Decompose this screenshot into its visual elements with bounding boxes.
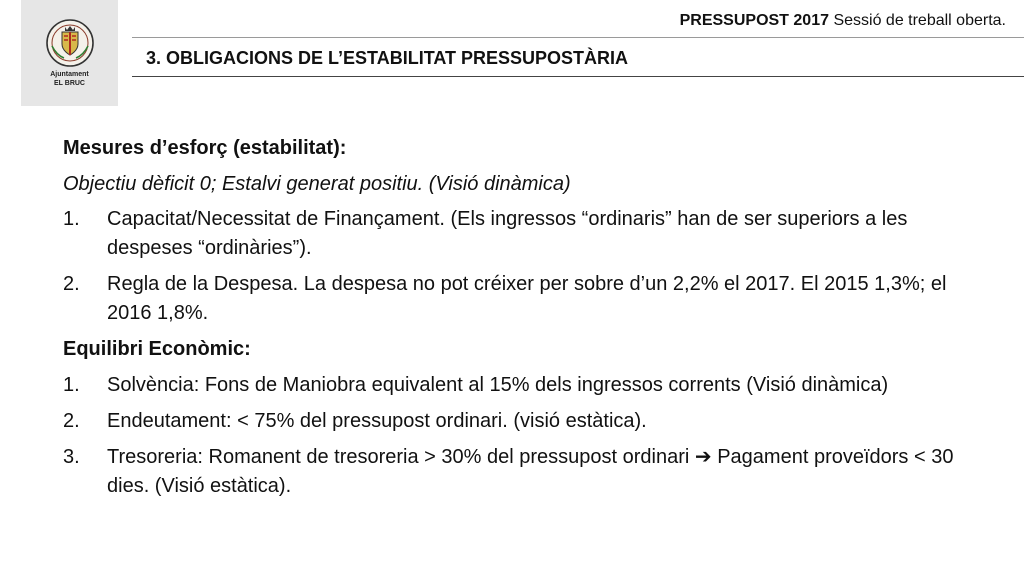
objective-line: Objectiu dèficit 0; Estalvi generat positiu. (Visió dinàmica) bbox=[63, 173, 571, 195]
list-number: 2. bbox=[63, 410, 80, 432]
list-text bbox=[107, 443, 993, 501]
header-title-rest: Sessió de treball oberta. bbox=[829, 12, 1006, 29]
presentation-header bbox=[680, 12, 1006, 30]
section-divider bbox=[132, 76, 1024, 77]
section-title: 3. OBLIGACIONS DE L’ESTABILITAT PRESSUPOSTÀRIA bbox=[146, 48, 629, 68]
list-item bbox=[63, 407, 993, 436]
list-item bbox=[63, 443, 993, 501]
logo-label-town: EL BRUC bbox=[54, 80, 85, 87]
treasury-text-after: Pagament proveïdors < 30 dies. (Visió estàtica). bbox=[107, 446, 954, 497]
header-title-bold: PRESSUPOST 2017 bbox=[679, 12, 829, 29]
list-text: Solvència: Fons de Maniobra equivalent al 15% dels ingressos corrents (Visió dinàmica) bbox=[107, 374, 889, 396]
list-number: 2. bbox=[63, 273, 80, 295]
list-item bbox=[63, 205, 993, 263]
list-number: 3. bbox=[63, 446, 80, 468]
list-number: 1. bbox=[63, 208, 80, 230]
header-divider bbox=[132, 37, 1024, 38]
slide-content bbox=[63, 134, 993, 508]
heading-effort-measures: Mesures d’esforç (estabilitat): bbox=[63, 137, 347, 159]
list-item bbox=[63, 371, 993, 400]
right-arrow-icon: ➔ bbox=[694, 446, 712, 468]
list-text: Endeutament: < 75% del pressupost ordinari. (visió estàtica). bbox=[107, 410, 647, 432]
list-text: Regla de la Despesa. La despesa no pot créixer per sobre d’un 2,2% el 2017. El 2015 1,3%; el 2016 1,8%. bbox=[107, 273, 947, 324]
logo-label-ajuntament: Ajuntament bbox=[50, 71, 89, 78]
heading-economic-balance: Equilibri Econòmic: bbox=[63, 338, 251, 360]
treasury-text-before: Tresoreria: Romanent de tresoreria > 30% del pressupost ordinari bbox=[107, 446, 695, 468]
list-text: Capacitat/Necessitat de Finançament. (Els ingressos “ordinaris” han de ser superiors a les despeses “ordinàries”). bbox=[107, 208, 908, 259]
logo-panel bbox=[21, 0, 118, 106]
coat-of-arms-icon bbox=[43, 18, 97, 68]
list-number: 1. bbox=[63, 374, 80, 396]
list-item bbox=[63, 270, 993, 328]
